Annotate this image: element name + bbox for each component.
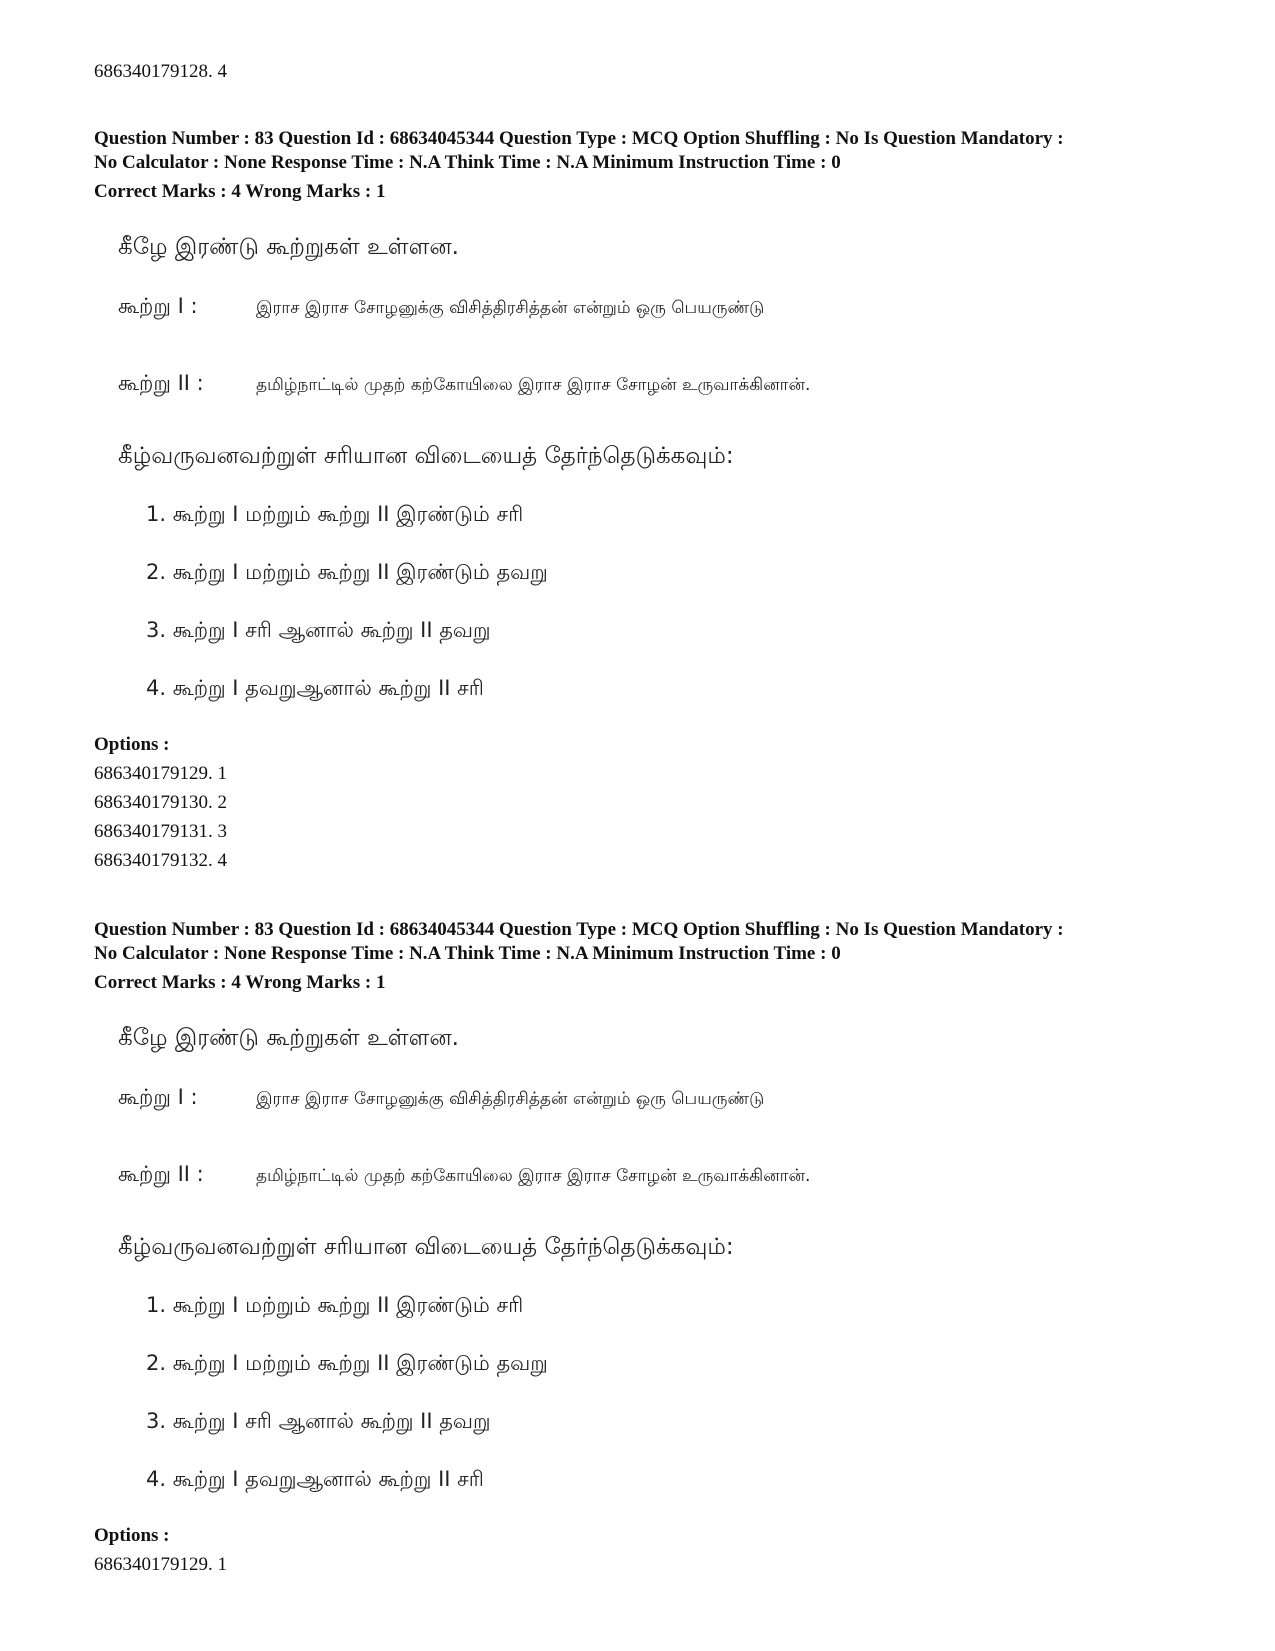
question-meta-line-2: No Calculator : None Response Time : N.A Think Time : N.A Minimum Instruction Time : 0 (94, 152, 841, 173)
answer-choice-3: 3. கூற்று I சரி ஆனால் கூற்று II தவறு (146, 1409, 491, 1433)
question-marks: Correct Marks : 4 Wrong Marks : 1 (94, 972, 386, 993)
option-item: 686340179130. 2 (94, 792, 227, 813)
answer-choice-2: 2. கூற்று I மற்றும் கூற்று II இரண்டும் தவறு (146, 560, 548, 584)
options-list (94, 759, 227, 875)
option-item: 686340179129. 1 (94, 1554, 227, 1575)
answer-choice-4: 4. கூற்று I தவறுஆனால் கூற்று II சரி (146, 1467, 484, 1491)
option-item: 686340179131. 3 (94, 821, 227, 842)
statement-1-label: கூற்று I : (118, 1085, 198, 1109)
option-item: 686340179129. 1 (94, 763, 227, 784)
statement-1-text: இராச இராச சோழனுக்கு விசித்திரசித்தன் என்றும் ஒரு பெயருண்டு (256, 298, 765, 318)
question-meta-line-1: Question Number : 83 Question Id : 68634045344 Question Type : MCQ Option Shuffling : No Is Question Mandatory : (94, 128, 1064, 149)
statement-1-text: இராச இராச சோழனுக்கு விசித்திரசித்தன் என்றும் ஒரு பெயருண்டு (256, 1089, 765, 1109)
question-prompt: கீழ்வருவனவற்றுள் சரியான விடையைத் தேர்ந்தெடுக்கவும்: (118, 443, 734, 469)
question-marks: Correct Marks : 4 Wrong Marks : 1 (94, 181, 386, 202)
question-intro: கீழே இரண்டு கூற்றுகள் உள்ளன. (118, 234, 459, 260)
statement-2-text: தமிழ்நாட்டில் முதற் கற்கோயிலை இராச இராச சோழன் உருவாக்கினான். (256, 1166, 811, 1186)
question-meta-line-2: No Calculator : None Response Time : N.A Think Time : N.A Minimum Instruction Time : 0 (94, 943, 841, 964)
previous-option-line: 686340179128. 4 (94, 61, 227, 82)
options-list (94, 1550, 227, 1579)
statement-2-label: கூற்று II : (118, 1162, 204, 1186)
answer-choice-1: 1. கூற்று I மற்றும் கூற்று II இரண்டும் சரி (146, 502, 524, 526)
answer-choice-1: 1. கூற்று I மற்றும் கூற்று II இரண்டும் சரி (146, 1293, 524, 1317)
statement-1-label: கூற்று I : (118, 294, 198, 318)
question-prompt: கீழ்வருவனவற்றுள் சரியான விடையைத் தேர்ந்தெடுக்கவும்: (118, 1234, 734, 1260)
option-item: 686340179132. 4 (94, 850, 227, 871)
answer-choice-3: 3. கூற்று I சரி ஆனால் கூற்று II தவறு (146, 618, 491, 642)
statement-2-label: கூற்று II : (118, 371, 204, 395)
question-intro: கீழே இரண்டு கூற்றுகள் உள்ளன. (118, 1025, 459, 1051)
options-label: Options : (94, 1525, 170, 1546)
answer-choice-2: 2. கூற்று I மற்றும் கூற்று II இரண்டும் தவறு (146, 1351, 548, 1375)
statement-2-text: தமிழ்நாட்டில் முதற் கற்கோயிலை இராச இராச சோழன் உருவாக்கினான். (256, 375, 811, 395)
answer-choice-4: 4. கூற்று I தவறுஆனால் கூற்று II சரி (146, 676, 484, 700)
question-meta-line-1: Question Number : 83 Question Id : 68634045344 Question Type : MCQ Option Shuffling : No Is Question Mandatory : (94, 919, 1064, 940)
options-label: Options : (94, 734, 170, 755)
